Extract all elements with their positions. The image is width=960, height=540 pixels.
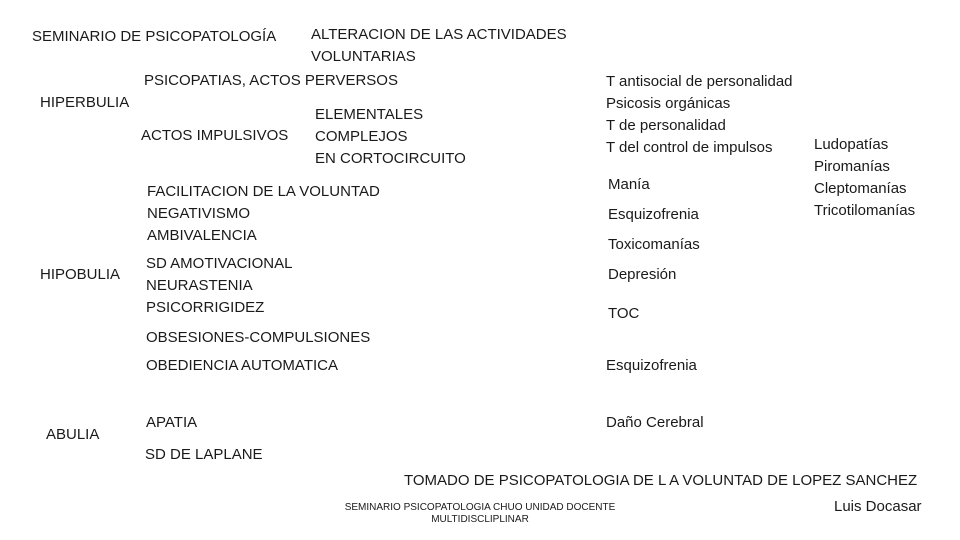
- item-apatia: APATIA: [146, 414, 198, 431]
- item-mania: Manía: [608, 176, 650, 193]
- seminar-footer: [339, 502, 621, 526]
- item-ludopatias: Ludopatías: [814, 136, 889, 153]
- item-piromanias: Piromanías: [814, 158, 890, 175]
- category-hiperbulia: HIPERBULIA: [40, 94, 130, 111]
- item-neurastenia: NEURASTENIA: [146, 277, 253, 294]
- impulsive-acts-types: [315, 104, 466, 170]
- disorders-group: [606, 71, 793, 159]
- item-psicorrigidez: PSICORRIGIDEZ: [146, 299, 265, 316]
- item-cortocircuito: EN CORTOCIRCUITO: [315, 150, 466, 167]
- seminar-title: SEMINARIO DE PSICOPATOLOGÍA: [32, 28, 277, 45]
- item-actos-impulsivos: ACTOS IMPULSIVOS: [141, 127, 289, 144]
- item-psicopatias: PSICOPATIAS, ACTOS PERVERSOS: [144, 72, 398, 89]
- item-esquizofrenia-2: Esquizofrenia: [606, 357, 697, 374]
- item-facilitacion: FACILITACION DE LA VOLUNTAD: [147, 183, 380, 200]
- seminar-footer-line1: SEMINARIO PSICOPATOLOGIA CHUO UNIDAD DOCENTE: [344, 502, 616, 513]
- item-sd-amotivacional: SD AMOTIVACIONAL: [146, 255, 293, 272]
- source-credit: TOMADO DE PSICOPATOLOGIA DE L A VOLUNTAD DE LOPEZ SANCHEZ: [404, 472, 918, 489]
- item-dano-cerebral: Daño Cerebral: [606, 414, 704, 431]
- item-obediencia: OBEDIENCIA AUTOMATICA: [146, 357, 338, 374]
- topic-title-line2: VOLUNTARIAS: [311, 48, 416, 65]
- topic-title-line1: ALTERACION DE LAS ACTIVIDADES: [311, 26, 567, 43]
- category-hipobulia: HIPOBULIA: [40, 266, 121, 283]
- item-laplane: SD DE LAPLANE: [145, 446, 263, 463]
- item-toxicomanias: Toxicomanías: [608, 236, 700, 253]
- item-t-impulsos: T del control de impulsos: [606, 139, 773, 156]
- item-obsesiones: OBSESIONES-COMPULSIONES: [146, 329, 371, 346]
- item-t-antisocial: T antisocial de personalidad: [606, 73, 793, 90]
- author-name: Luis Docasar: [834, 498, 922, 515]
- item-tricotilomanias: Tricotilomanías: [814, 202, 916, 219]
- item-cleptomanias: Cleptomanías: [814, 180, 907, 197]
- category-abulia: ABULIA: [46, 426, 100, 443]
- topic-title: [311, 24, 567, 68]
- hipobulia-group: [146, 253, 292, 319]
- item-ambivalencia: AMBIVALENCIA: [147, 227, 257, 244]
- item-esquizofrenia-1: Esquizofrenia: [608, 206, 699, 223]
- volition-group: [147, 181, 380, 247]
- seminar-footer-line2: MULTIDISCLIPLINAR: [431, 514, 529, 525]
- item-negativismo: NEGATIVISMO: [147, 205, 251, 222]
- item-t-personalidad: T de personalidad: [606, 117, 726, 134]
- item-psicosis: Psicosis orgánicas: [606, 95, 731, 112]
- item-elementales: ELEMENTALES: [315, 106, 424, 123]
- impulse-disorders-list: [814, 134, 915, 222]
- item-complejos: COMPLEJOS: [315, 128, 408, 145]
- item-depresion: Depresión: [608, 266, 677, 283]
- item-toc: TOC: [608, 305, 640, 322]
